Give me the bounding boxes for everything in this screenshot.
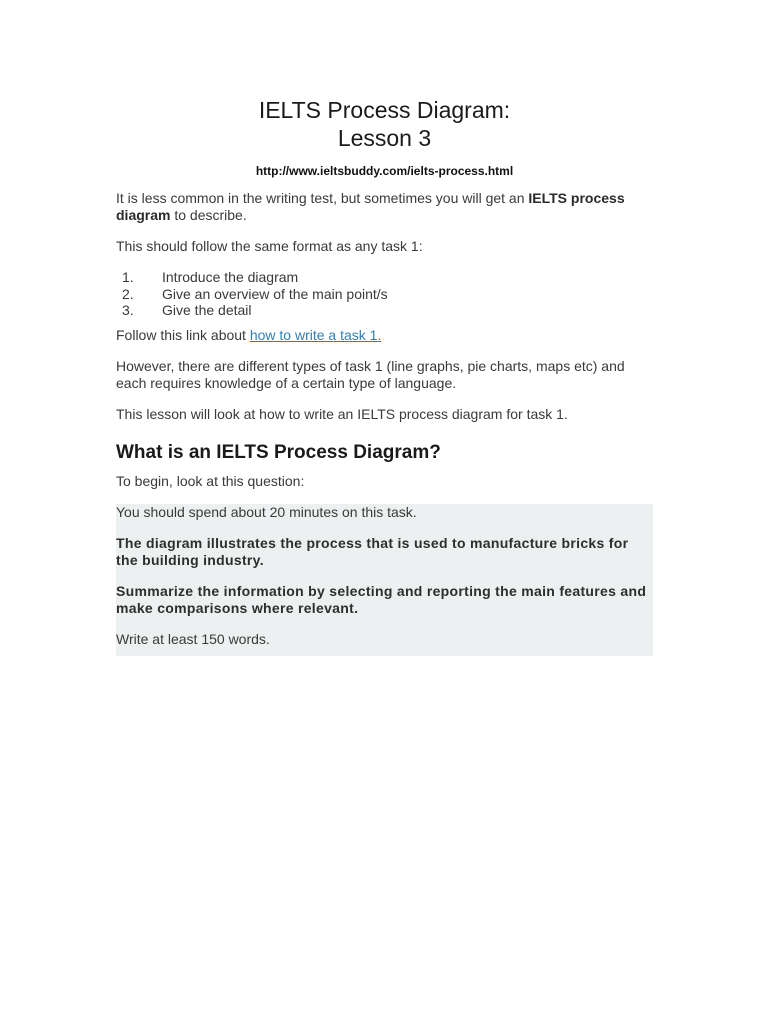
task-instruction: Summarize the information by selecting and reporting the main features and make comparisons where relevant. <box>116 582 647 616</box>
follow-paragraph <box>116 327 653 344</box>
step-number: 1. <box>122 269 134 285</box>
task-prompt: The diagram illustrates the process that is used to manufacture bricks for the building industry. <box>116 534 629 568</box>
step-number: 3. <box>122 302 134 318</box>
task1-guide-link[interactable]: how to write a task 1. <box>249 326 382 343</box>
intro-bold-term: IELTS process diagram <box>116 190 625 223</box>
intro-paragraph <box>116 190 653 224</box>
section-heading: What is an IELTS Process Diagram? <box>116 441 441 463</box>
page-title <box>116 96 653 152</box>
list-item <box>116 286 653 303</box>
list-item <box>116 269 653 286</box>
step-number: 2. <box>122 285 134 302</box>
task-question-box <box>116 504 653 656</box>
title-line-1: IELTS Process Diagram: <box>258 97 511 123</box>
format-paragraph: This should follow the same format as any task 1: <box>116 238 423 254</box>
document-page <box>116 96 653 656</box>
task-word-count: Write at least 150 words. <box>116 630 270 647</box>
however-paragraph: However, there are different types of task 1 (line graphs, pie charts, maps etc) and each requires knowledge of a certain type of language. <box>116 357 625 391</box>
lesson-paragraph: This lesson will look at how to write an IELTS process diagram for task 1. <box>116 405 568 422</box>
follow-text: Follow this link about <box>116 326 250 343</box>
step-text: Introduce the diagram <box>162 269 299 285</box>
task-time: You should spend about 20 minutes on this task. <box>116 503 417 520</box>
source-url: http://www.ieltsbuddy.com/ielts-process.html <box>255 164 514 178</box>
intro-text-after: to describe. <box>170 207 247 223</box>
intro-text-before: It is less common in the writing test, but sometimes you will get an <box>116 190 529 206</box>
begin-paragraph: To begin, look at this question: <box>116 472 305 489</box>
title-line-2: Lesson 3 <box>337 125 432 151</box>
list-item <box>116 302 653 319</box>
steps-list <box>116 269 653 319</box>
step-text: Give an overview of the main point/s <box>162 285 388 302</box>
step-text: Give the detail <box>162 302 252 318</box>
